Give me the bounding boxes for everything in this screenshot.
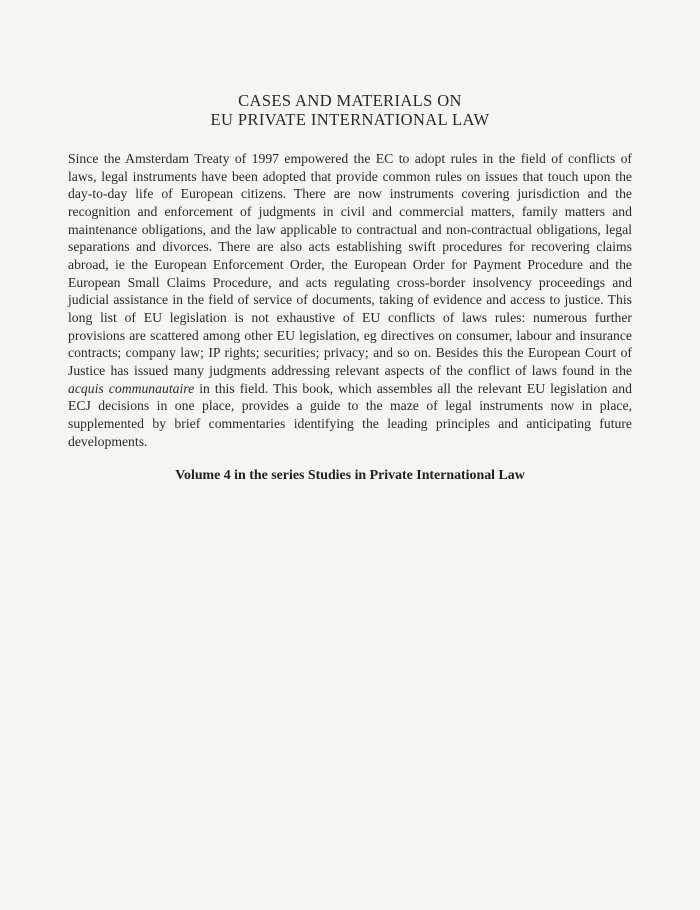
series-note: Volume 4 in the series Studies in Private International Law [175, 468, 525, 484]
title-line-2: EU PRIVATE INTERNATIONAL LAW [210, 110, 490, 129]
book-title [68, 91, 632, 129]
description-paragraph [68, 150, 632, 450]
paragraph-part-2: in this field. This book, which assembles all the relevant EU legislation and ECJ decisions in one place, provides a guide to the maze of legal instruments now in place, supplemented by brief commentaries identifying the leading principles and anticipating future developments. [68, 380, 632, 449]
title-line-1: CASES AND MATERIALS ON [238, 91, 462, 110]
paragraph-part-1: Since the Amsterdam Treaty of 1997 empowered the EC to adopt rules in the field of conflicts of laws, legal instruments have been adopted that provide common rules on issues that touch upon the day-to-day life of European citizens. There are now instruments covering jurisdiction and the recognition and enforcement of judgments in civil and commercial matters, family matters and maintenance obligations, and the law applicable to contractual and non-contractual obligations, legal separations and divorces. There are also acts establishing swift procedures for recovering claims abroad, ie the European Enforcement Order, the European Order for Payment Procedure and the European Small Claims Procedure, and acts regulating cross-border insolvency proceedings and judicial assistance in the field of service of documents, taking of evidence and access to justice. This long list of EU legislation is not exhaustive of EU conflicts of laws rules: numerous further provisions are scattered among other EU legislation, eg directives on consumer, labour and insurance contracts; company law; IP rights; securities; privacy; and so on. Besides this the European Court of Justice has issued many judgments addressing relevant aspects of the conflict of laws found in the [68, 151, 632, 378]
italic-phrase: acquis communautaire [68, 380, 195, 396]
